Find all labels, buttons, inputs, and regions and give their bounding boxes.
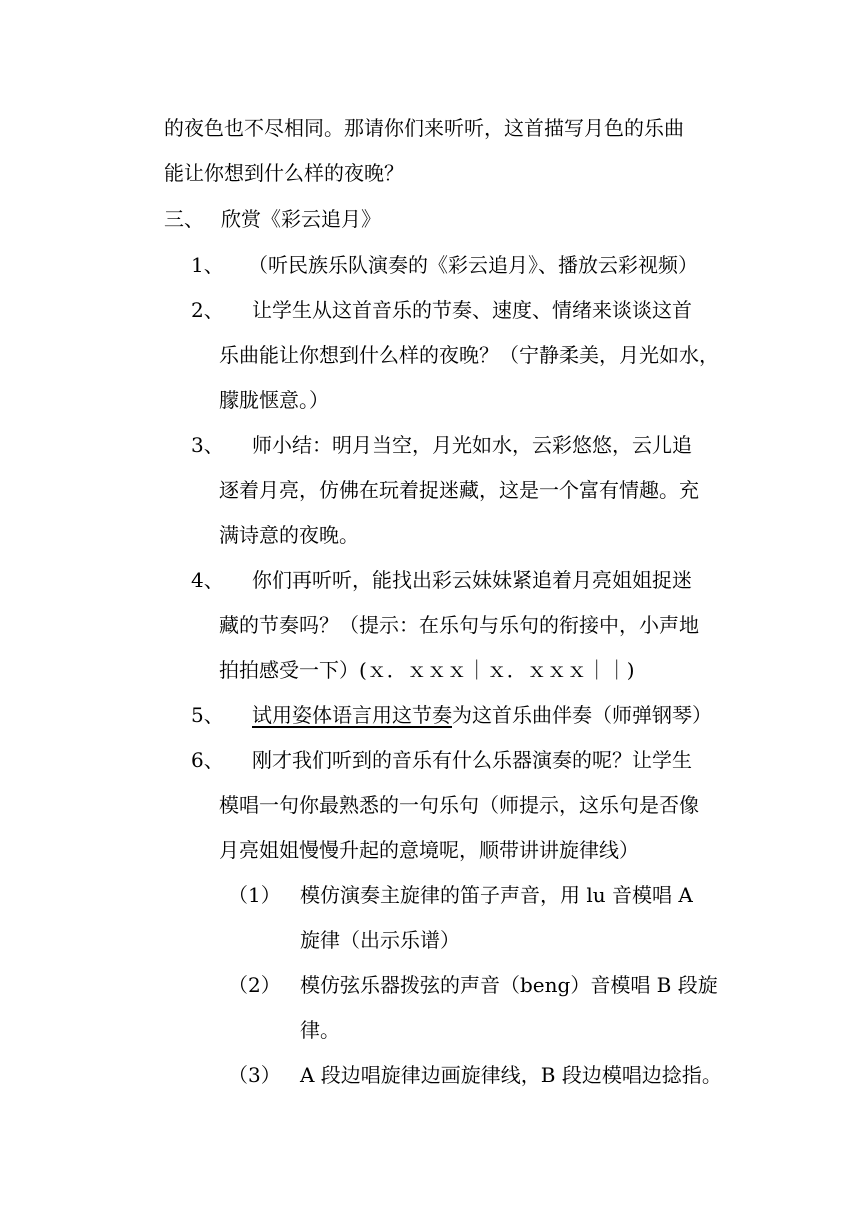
subitem-1-line-1: 模仿演奏主旋律的笛子声音，用 lu 音模唱 A: [300, 883, 693, 907]
item-3-number: 3、: [191, 433, 224, 457]
item-3-line-1: 师小结：明月当空，月光如水，云彩悠悠，云儿追: [252, 433, 692, 457]
item-2-line-2: 乐曲能让你想到什么样的夜晚？（宁静柔美，月光如水，: [219, 343, 719, 367]
subitem-3-line-1: A 段边唱旋律边画旋律线，B 段边模唱边捻指。: [300, 1063, 722, 1087]
item-5-rest-text: 为这首乐曲伴奏（师弹钢琴）: [452, 703, 712, 727]
item-5-underlined-text: 试用姿体语言用这节奏: [252, 703, 452, 727]
section-number: 三、: [164, 207, 204, 231]
item-4-line-1: 你们再听听，能找出彩云妹妹紧追着月亮姐姐捉迷: [252, 568, 692, 592]
item-4-number: 4、: [191, 568, 224, 592]
item-4-line-2: 藏的节奏吗？（提示：在乐句与乐句的衔接中，小声地: [219, 613, 699, 637]
item-2-line-1: 让学生从这首音乐的节奏、速度、情绪来谈谈这首: [252, 298, 692, 322]
subitem-1-number: （1）: [228, 883, 281, 907]
item-6-number: 6、: [191, 748, 224, 772]
item-2-number: 2、: [191, 298, 224, 322]
subitem-2-number: （2）: [228, 973, 281, 997]
item-6-line-2: 模唱一句你最熟悉的一句乐句（师提示，这乐句是否像: [219, 793, 699, 817]
item-5-text: [252, 701, 712, 729]
subitem-2-line-2: 律。: [300, 1018, 340, 1042]
intro-line-1: 的夜色也不尽相同。那请你们来听听，这首描写月色的乐曲: [164, 116, 684, 140]
subitem-3-number: （3）: [228, 1063, 281, 1087]
item-1-line-1: （听民族乐队演奏的《彩云追月》、播放云彩视频）: [248, 253, 698, 277]
subitem-2-line-1: 模仿弦乐器拨弦的声音（beng）音模唱 B 段旋: [300, 973, 718, 997]
item-4-line-3: 拍拍感受一下）(ｘ．ｘｘｘ｜ｘ．ｘｘｘ｜｜): [219, 658, 635, 682]
subitem-1-line-2: 旋律（出示乐谱）: [300, 928, 460, 952]
item-6-line-1: 刚才我们听到的音乐有什么乐器演奏的呢？让学生: [252, 748, 692, 772]
item-5-number: 5、: [191, 703, 224, 727]
item-6-line-3: 月亮姐姐慢慢升起的意境呢，顺带讲讲旋律线）: [219, 838, 639, 862]
item-1-number: 1、: [191, 253, 224, 277]
item-3-line-2: 逐着月亮，仿佛在玩着捉迷藏，这是一个富有情趣。充: [219, 478, 699, 502]
section-title: 欣赏《彩云追月》: [221, 207, 381, 231]
item-2-line-3: 朦胧惬意。）: [219, 388, 329, 412]
intro-line-2: 能让你想到什么样的夜晚？: [164, 161, 404, 185]
item-3-line-3: 满诗意的夜晚。: [219, 523, 359, 547]
